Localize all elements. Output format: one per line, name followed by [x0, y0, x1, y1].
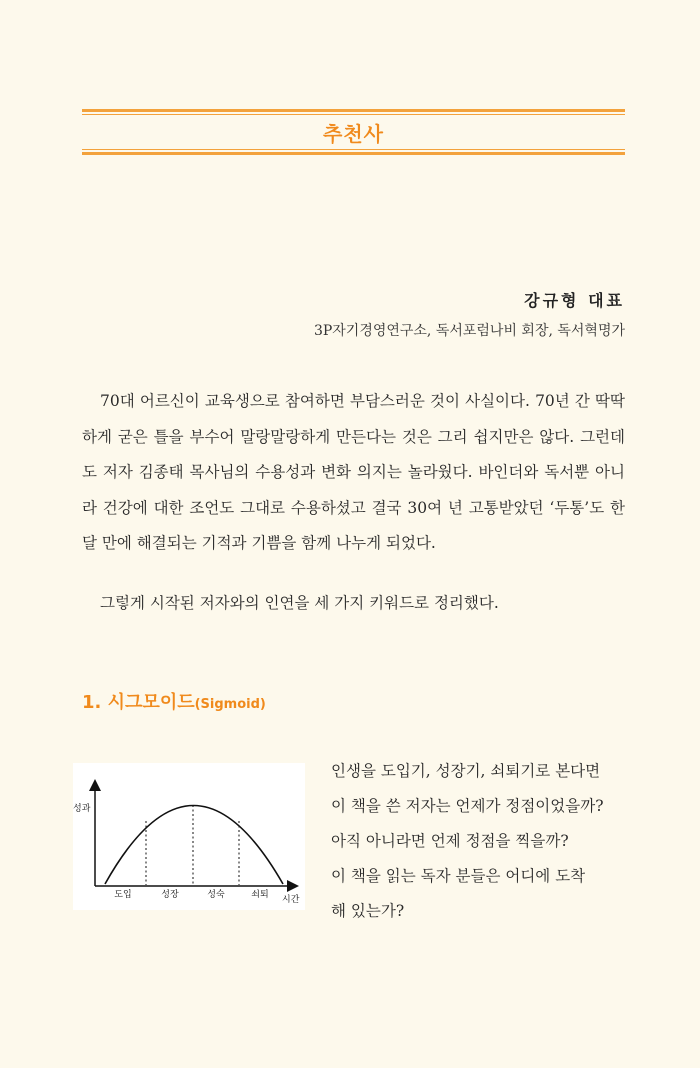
body-paragraph-2: 그렇게 시작된 저자와의 인연을 세 가지 키워드로 정리했다.	[100, 594, 499, 612]
section-title: 시그모이드	[107, 692, 195, 713]
body-paragraph-1: 70대 어르신이 교육생으로 참여하면 부담스러운 것이 사실이다. 70년 간 딱딱하게 굳은 틀을 부수어 말랑말랑하게 만든다는 것은 그리 쉽지만은 않다. 그런데도 저자 김종태 목사님의 수용성과 변화 의지는 놀라웠다. 바인더와 독서뿐 아니라 건강에 대한 조언도 그대로 수용하셨고 결국 30여 년 고통받았던 ‘두통’도 한 달 만에 해결되는 기적과 기쁨을 함께 나누게 되었다.	[82, 392, 625, 553]
side-text-line: 이 책을 쓴 저자는 언제가 정점이었을까?	[331, 797, 604, 815]
stage-label: 도입	[114, 890, 132, 900]
title-top-rule-thin	[82, 114, 625, 115]
title-top-rule-thick	[82, 109, 625, 112]
section-number: 1.	[82, 692, 102, 713]
page-title: 추천사	[323, 122, 384, 146]
title-bottom-rule-thick	[82, 152, 625, 155]
author-name: 강규형 대표	[524, 291, 625, 310]
section-subtitle: (Sigmoid)	[194, 697, 266, 712]
title-bottom-rule-thin	[82, 149, 625, 150]
side-text-line: 인생을 도입기, 성장기, 쇠퇴기로 본다면	[331, 762, 601, 780]
author-role: 3P자기경영연구소, 독서포럼나비 회장, 독서혁명가	[313, 323, 625, 339]
sigmoid-chart	[73, 763, 305, 910]
stage-label: 성숙	[207, 890, 225, 900]
side-text-line: 이 책을 읽는 독자 분들은 어디에 도착	[331, 867, 586, 885]
sigmoid-diagram	[73, 763, 305, 910]
section-heading	[82, 688, 266, 714]
life-curve	[105, 806, 283, 885]
side-text-line: 해 있는가?	[331, 902, 405, 920]
stage-label: 쇠퇴	[251, 890, 269, 900]
side-text-line: 아직 아니라면 언제 정점을 찍을까?	[331, 832, 569, 850]
side-text	[331, 754, 625, 929]
x-axis-label: 시간	[282, 895, 300, 905]
y-axis-label: 성과	[73, 804, 91, 814]
stage-label: 성장	[161, 890, 179, 900]
